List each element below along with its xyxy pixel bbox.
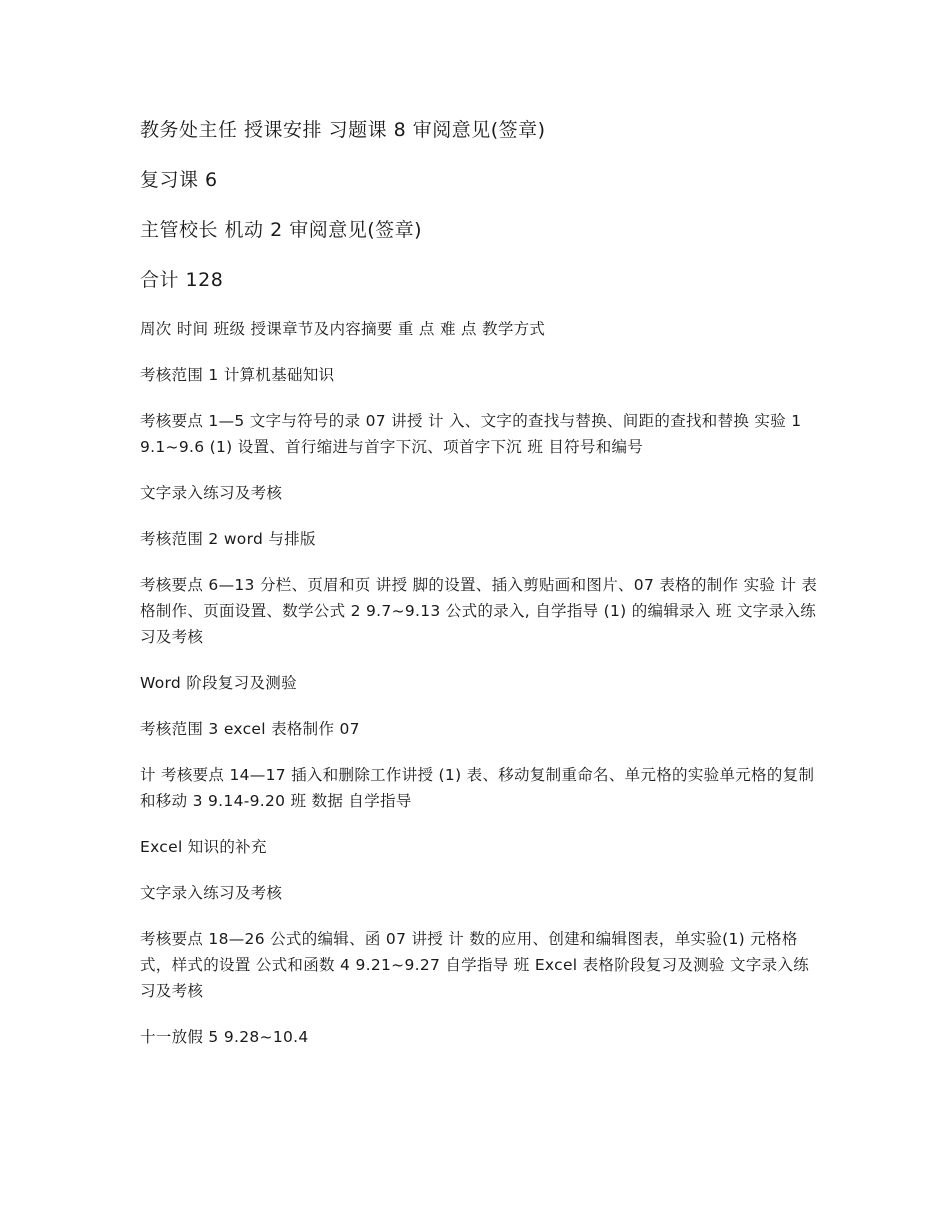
paragraph-scope-2: 考核范围 2 word 与排版 xyxy=(140,530,316,548)
header-line-review: 复习课 6 xyxy=(140,169,218,191)
paragraph-points-1-5: 考核要点 1—5 文字与符号的录 07 讲授 计 入、文字的查找与替换、间距的查找和替换 实验 1 9.1~9.6 (1) 设置、首行缩进与首字下沉、项首字下沉 班 目符号和编号 xyxy=(140,412,802,456)
paragraph-excel-supplement: Excel 知识的补充 xyxy=(140,838,267,856)
paragraph-national-holiday: 十一放假 5 9.28~10.4 xyxy=(140,1028,309,1046)
paragraph-points-14-17: 计 考核要点 14—17 插入和删除工作讲授 (1) 表、移动复制重命名、单元格的实验单元格的复制和移动 3 9.14-9.20 班 数据 自学指导 xyxy=(140,766,815,810)
paragraph-points-6-13: 考核要点 6—13 分栏、页眉和页 讲授 脚的设置、插入剪贴画和图片、07 表格的制作 实验 计 表格制作、页面设置、数学公式 2 9.7~9.13 公式的录入, 自学指导 (1) 的编辑录入 班 文字录入练习及考核 xyxy=(140,576,818,646)
paragraph-scope-1: 考核范围 1 计算机基础知识 xyxy=(140,366,335,384)
paragraph-typing-practice-2: 文字录入练习及考核 xyxy=(140,884,283,902)
header-line-total: 合计 128 xyxy=(140,269,224,291)
table-header-row: 周次 时间 班级 授课章节及内容摘要 重 点 难 点 教学方式 xyxy=(140,320,546,338)
header-line-principal: 教务处主任 授课安排 习题课 8 审阅意见(签章) xyxy=(140,119,546,141)
header-line-headmaster: 主管校长 机动 2 审阅意见(签章) xyxy=(140,219,423,241)
paragraph-scope-3: 考核范围 3 excel 表格制作 07 xyxy=(140,720,360,738)
paragraph-points-18-26: 考核要点 18—26 公式的编辑、函 07 讲授 计 数的应用、创建和编辑图表，单实验(1) 元格格式，样式的设置 公式和函数 4 9.21~9.27 自学指导 班 Excel 表格阶段复习及测验 文字录入练习及考核 xyxy=(140,930,810,1000)
document-page xyxy=(140,116,820,1070)
paragraph-word-review: Word 阶段复习及测验 xyxy=(140,674,297,692)
paragraph-typing-practice-1: 文字录入练习及考核 xyxy=(140,484,283,502)
